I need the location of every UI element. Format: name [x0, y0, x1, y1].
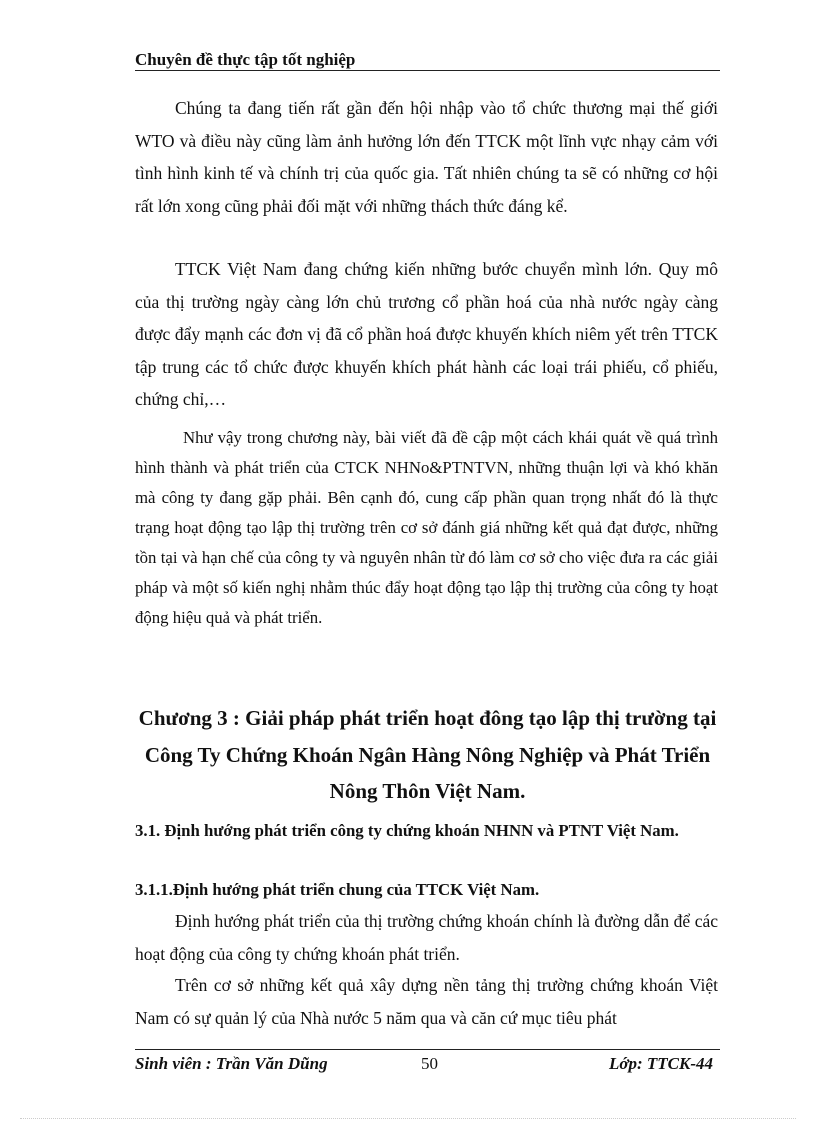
header-divider [135, 70, 720, 71]
page-number: 50 [421, 1054, 438, 1073]
footer-student: Sinh viên : Trần Văn Dũng [135, 1054, 328, 1073]
chapter-title: Chương 3 : Giải pháp phát triển hoạt đông tạo lập thị trường tại Công Ty Chứng Khoán Ngân Hàng Nông Nghiệp và Phát Triển Nông Thôn Việt Nam. [138, 706, 717, 803]
paragraph-1: Chúng ta đang tiến rất gần đến hội nhập vào tổ chức thương mại thế giới WTO và điều này cũng làm ảnh hưởng lớn đến TTCK một lĩnh vực nhạy cảm với tình hình kinh tế và chính trị của quốc gia. Tất nhiên chúng ta sẽ có những cơ hội rất lớn xong cũng phải đối mặt với những thách thức đáng kể. [135, 98, 718, 216]
footer-divider [135, 1049, 720, 1050]
section-heading-3-1-1: 3.1.1.Định hướng phát triển chung của TTCK Việt Nam. [135, 880, 540, 899]
section-heading-3-1: 3.1. Định hướng phát triển công ty chứng khoán NHNN và PTNT Việt Nam. [135, 821, 679, 840]
page-bottom-edge [20, 1118, 796, 1119]
paragraph-2: TTCK Việt Nam đang chứng kiến những bước chuyển mình lớn. Quy mô của thị trường ngày càng lớn chủ trương cổ phần hoá của nhà nước ngày càng được đẩy mạnh các đơn vị đã cổ phần hoá được khuyến khích niêm yết trên TTCK tập trung các tổ chức được khuyến khích phát hành các loại trái phiếu, cổ phiếu, chứng chỉ,… [135, 259, 718, 409]
paragraph-4: Định hướng phát triển của thị trường chứng khoán chính là đường dẫn để các hoạt động của công ty chứng khoán phát triển. [135, 911, 718, 964]
paragraph-5: Trên cơ sở những kết quả xây dựng nền tảng thị trường chứng khoán Việt Nam có sự quản lý của Nhà nước 5 năm qua và căn cứ mục tiêu phát [135, 975, 718, 1028]
page-header-title: Chuyên đề thực tập tốt nghiệp [135, 50, 356, 69]
paragraph-3: Như vậy trong chương này, bài viết đã đề cập một cách khái quát về quá trình hình thành và phát triển của CTCK NHNo&PTNTVN, những thuận lợi và khó khăn mà công ty đang gặp phải. Bên cạnh đó, cung cấp phần quan trọng nhất đó là thực trạng hoạt động tạo lập thị trường trên cơ sở đánh giá những kết quả đạt được, những tồn tại và hạn chế của công ty và nguyên nhân từ đó làm cơ sở cho việc đưa ra các giải pháp và một số kiến nghị nhằm thúc đẩy hoạt động tạo lập thị trường của công ty hoạt động hiệu quả và phát triển. [135, 428, 718, 627]
footer-class: Lớp: TTCK-44 [609, 1054, 714, 1073]
